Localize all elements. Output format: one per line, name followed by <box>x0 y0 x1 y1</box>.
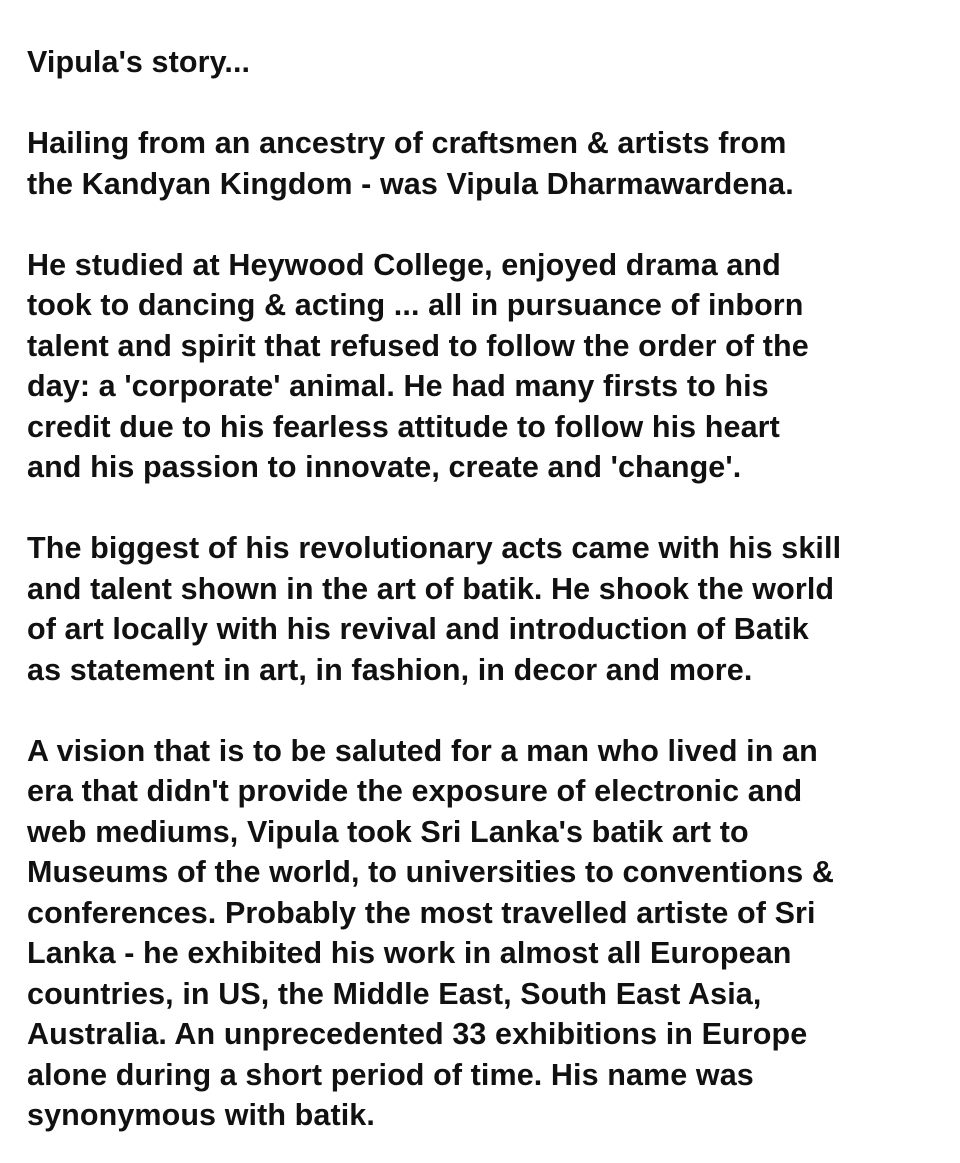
text-line: Museums of the world, to universities to conventions & <box>27 855 834 889</box>
text-line: conferences. Probably the most travelled artiste of Sri <box>27 895 816 930</box>
paragraph-gap <box>27 690 942 731</box>
text-line: The biggest of his revolutionary acts came with his skill <box>27 531 842 565</box>
text-line: A vision that is to be saluted for a man who lived in an <box>27 733 818 768</box>
story-text <box>27 42 942 1136</box>
text-line: Hailing from an ancestry of craftsmen & artists from <box>27 126 787 160</box>
text-line: synonymous with batik. <box>27 1098 375 1132</box>
text-line: the Kandyan Kingdom - was Vipula Dharmawardena. <box>27 166 794 201</box>
paragraph-batik <box>27 528 942 690</box>
text-line: took to dancing & acting ... all in pursuance of inborn <box>27 288 804 322</box>
paragraph-gap <box>27 83 942 124</box>
paragraph-gap <box>27 204 942 245</box>
text-line: of art locally with his revival and introduction of Batik <box>27 612 809 646</box>
text-line: talent and spirit that refused to follow the order of the <box>27 328 809 363</box>
text-line: day: a 'corporate' animal. He had many firsts to his <box>27 369 769 403</box>
text-line: alone during a short period of time. His name was <box>27 1057 754 1092</box>
story-title: Vipula's story... <box>27 45 251 79</box>
text-line: Australia. An unprecedented 33 exhibitions in Europe <box>27 1017 808 1051</box>
text-line: web mediums, Vipula took Sri Lanka's batik art to <box>27 814 749 849</box>
paragraph-education <box>27 245 942 488</box>
text-line: credit due to his fearless attitude to follow his heart <box>27 409 780 444</box>
paragraph-ancestry <box>27 123 942 204</box>
text-line: era that didn't provide the exposure of electronic and <box>27 774 803 808</box>
text-line: and his passion to innovate, create and 'change'. <box>27 450 742 484</box>
text-line: He studied at Heywood College, enjoyed drama and <box>27 247 781 282</box>
text-line: as statement in art, in fashion, in decor and more. <box>27 652 753 687</box>
paragraph-vision <box>27 731 942 1136</box>
text-line: countries, in US, the Middle East, South East Asia, <box>27 976 762 1011</box>
text-line: Lanka - he exhibited his work in almost all European <box>27 936 792 970</box>
paragraph-gap <box>27 488 942 529</box>
text-line: and talent shown in the art of batik. He shook the world <box>27 571 835 606</box>
